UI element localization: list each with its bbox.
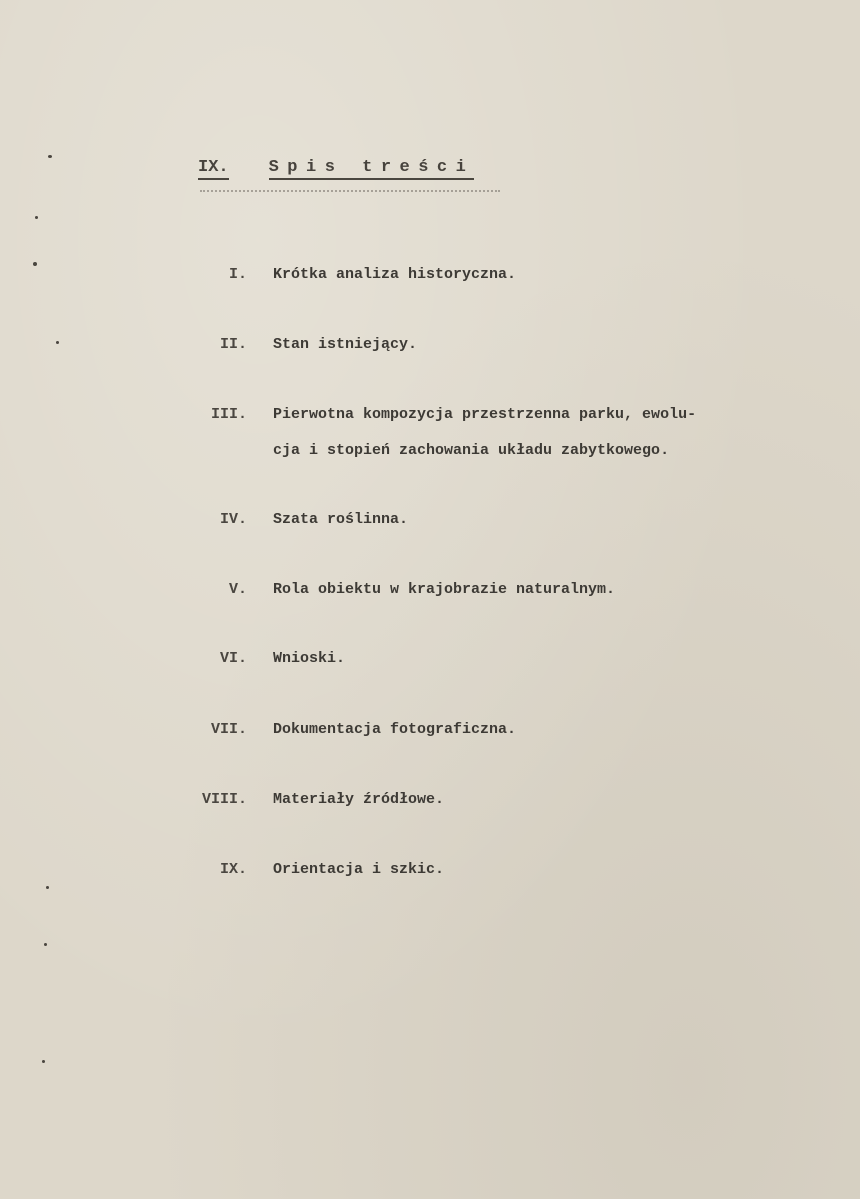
heading-title: Spis treści xyxy=(269,158,475,180)
toc-text: Wnioski. xyxy=(273,650,346,667)
toc-text: Dokumentacja fotograficzna. xyxy=(273,721,517,738)
toc-text: Stan istniejący. xyxy=(273,336,418,353)
toc-text: Rola obiektu w krajobrazie naturalnym. xyxy=(273,581,616,598)
toc-text: Krótka analiza historyczna. xyxy=(273,266,517,283)
toc-numeral: IV. xyxy=(219,511,247,528)
toc-text: Orientacja i szkic. xyxy=(273,861,445,878)
toc-numeral: VII. xyxy=(210,721,247,738)
toc-numeral: VIII. xyxy=(201,791,247,808)
toc-text: Szata roślinna. xyxy=(273,511,409,528)
toc-numeral: V. xyxy=(228,581,247,598)
toc-numeral: I. xyxy=(228,266,247,283)
toc-text: Materiały źródłowe. xyxy=(273,791,445,808)
toc-numeral: III. xyxy=(210,406,247,423)
heading-number: IX. xyxy=(198,158,229,180)
toc-numeral: II. xyxy=(219,336,247,353)
toc-numeral: VI. xyxy=(219,650,247,667)
toc-numeral: IX. xyxy=(219,861,247,878)
toc-text: Pierwotna kompozycja przestrzenna parku, ewolu- cja i stopień zachowania układu zabytkowego. xyxy=(273,406,697,459)
